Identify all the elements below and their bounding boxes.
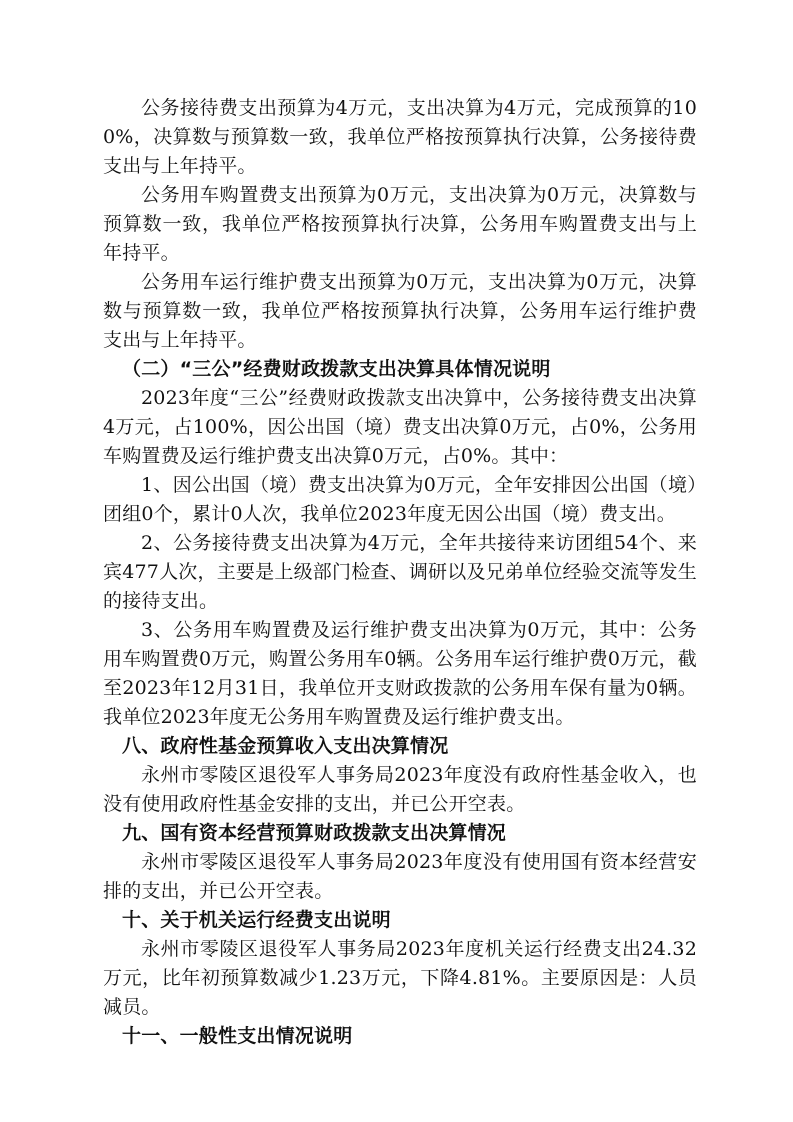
section-heading-operating-expense: 十、关于机关运行经费支出说明: [122, 909, 391, 931]
paragraph-three-public-summary: 2023年度“三公”经费财政拨款支出决算中，公务接待费支出决算4万元，占100%，因公出国（境）费支出决算0万元，占0%，公务用车购置费及运行维护费支出决算0万元，占0%。其中：: [103, 387, 697, 467]
paragraph-operating-expense: 永州市零陵区退役军人事务局2023年度机关运行经费支出24.32万元，比年初预算数减少1.23万元，下降4.81%。主要原因是：人员减员。: [103, 938, 697, 1018]
paragraph-vehicle-maintenance: 公务用车运行维护费支出预算为0万元，支出决算为0万元，决算数与预算数一致，我单位严格按预算执行决算，公务用车运行维护费支出与上年持平。: [103, 271, 697, 351]
section-heading-three-public: （二）“三公”经费财政拨款支出决算具体情况说明: [122, 358, 551, 380]
paragraph-reception-detail: 2、公务接待费支出决算为4万元，全年共接待来访团组54个、来宾477人次，主要是上级部门检查、调研以及兄弟单位经验交流等发生的接待支出。: [103, 532, 697, 612]
document-body: [103, 94, 697, 1051]
paragraph-vehicle-detail: 3、公务用车购置费及运行维护费支出决算为0万元，其中：公务用车购置费0万元，购置公务用车0辆。公务用车运行维护费0万元，截至2023年12月31日，我单位开支财政拨款的公务用车保有量为0辆。我单位2023年度无公务用车购置费及运行维护费支出。: [103, 619, 697, 728]
paragraph-vehicle-purchase: 公务用车购置费支出预算为0万元，支出决算为0万元，决算数与预算数一致，我单位严格按预算执行决算，公务用车购置费支出与上年持平。: [103, 184, 697, 264]
paragraph-state-capital: 永州市零陵区退役军人事务局2023年度没有使用国有资本经营安排的支出，并已公开空表。: [103, 851, 697, 902]
paragraph-reception-expense: 公务接待费支出预算为4万元，支出决算为4万元，完成预算的100%，决算数与预算数一致，我单位严格按预算执行决算，公务接待费支出与上年持平。: [103, 97, 697, 177]
section-heading-general-expense: 十一、一般性支出情况说明: [122, 1025, 353, 1047]
section-heading-government-fund: 八、政府性基金预算收入支出决算情况: [122, 735, 449, 757]
paragraph-overseas-travel: 1、因公出国（境）费支出决算为0万元，全年安排因公出国（境）团组0个，累计0人次，我单位2023年度无因公出国（境）费支出。: [103, 474, 697, 525]
section-heading-state-capital: 九、国有资本经营预算财政拨款支出决算情况: [122, 822, 507, 844]
paragraph-government-fund: 永州市零陵区退役军人事务局2023年度没有政府性基金收入，也没有使用政府性基金安排的支出，并已公开空表。: [103, 764, 697, 815]
